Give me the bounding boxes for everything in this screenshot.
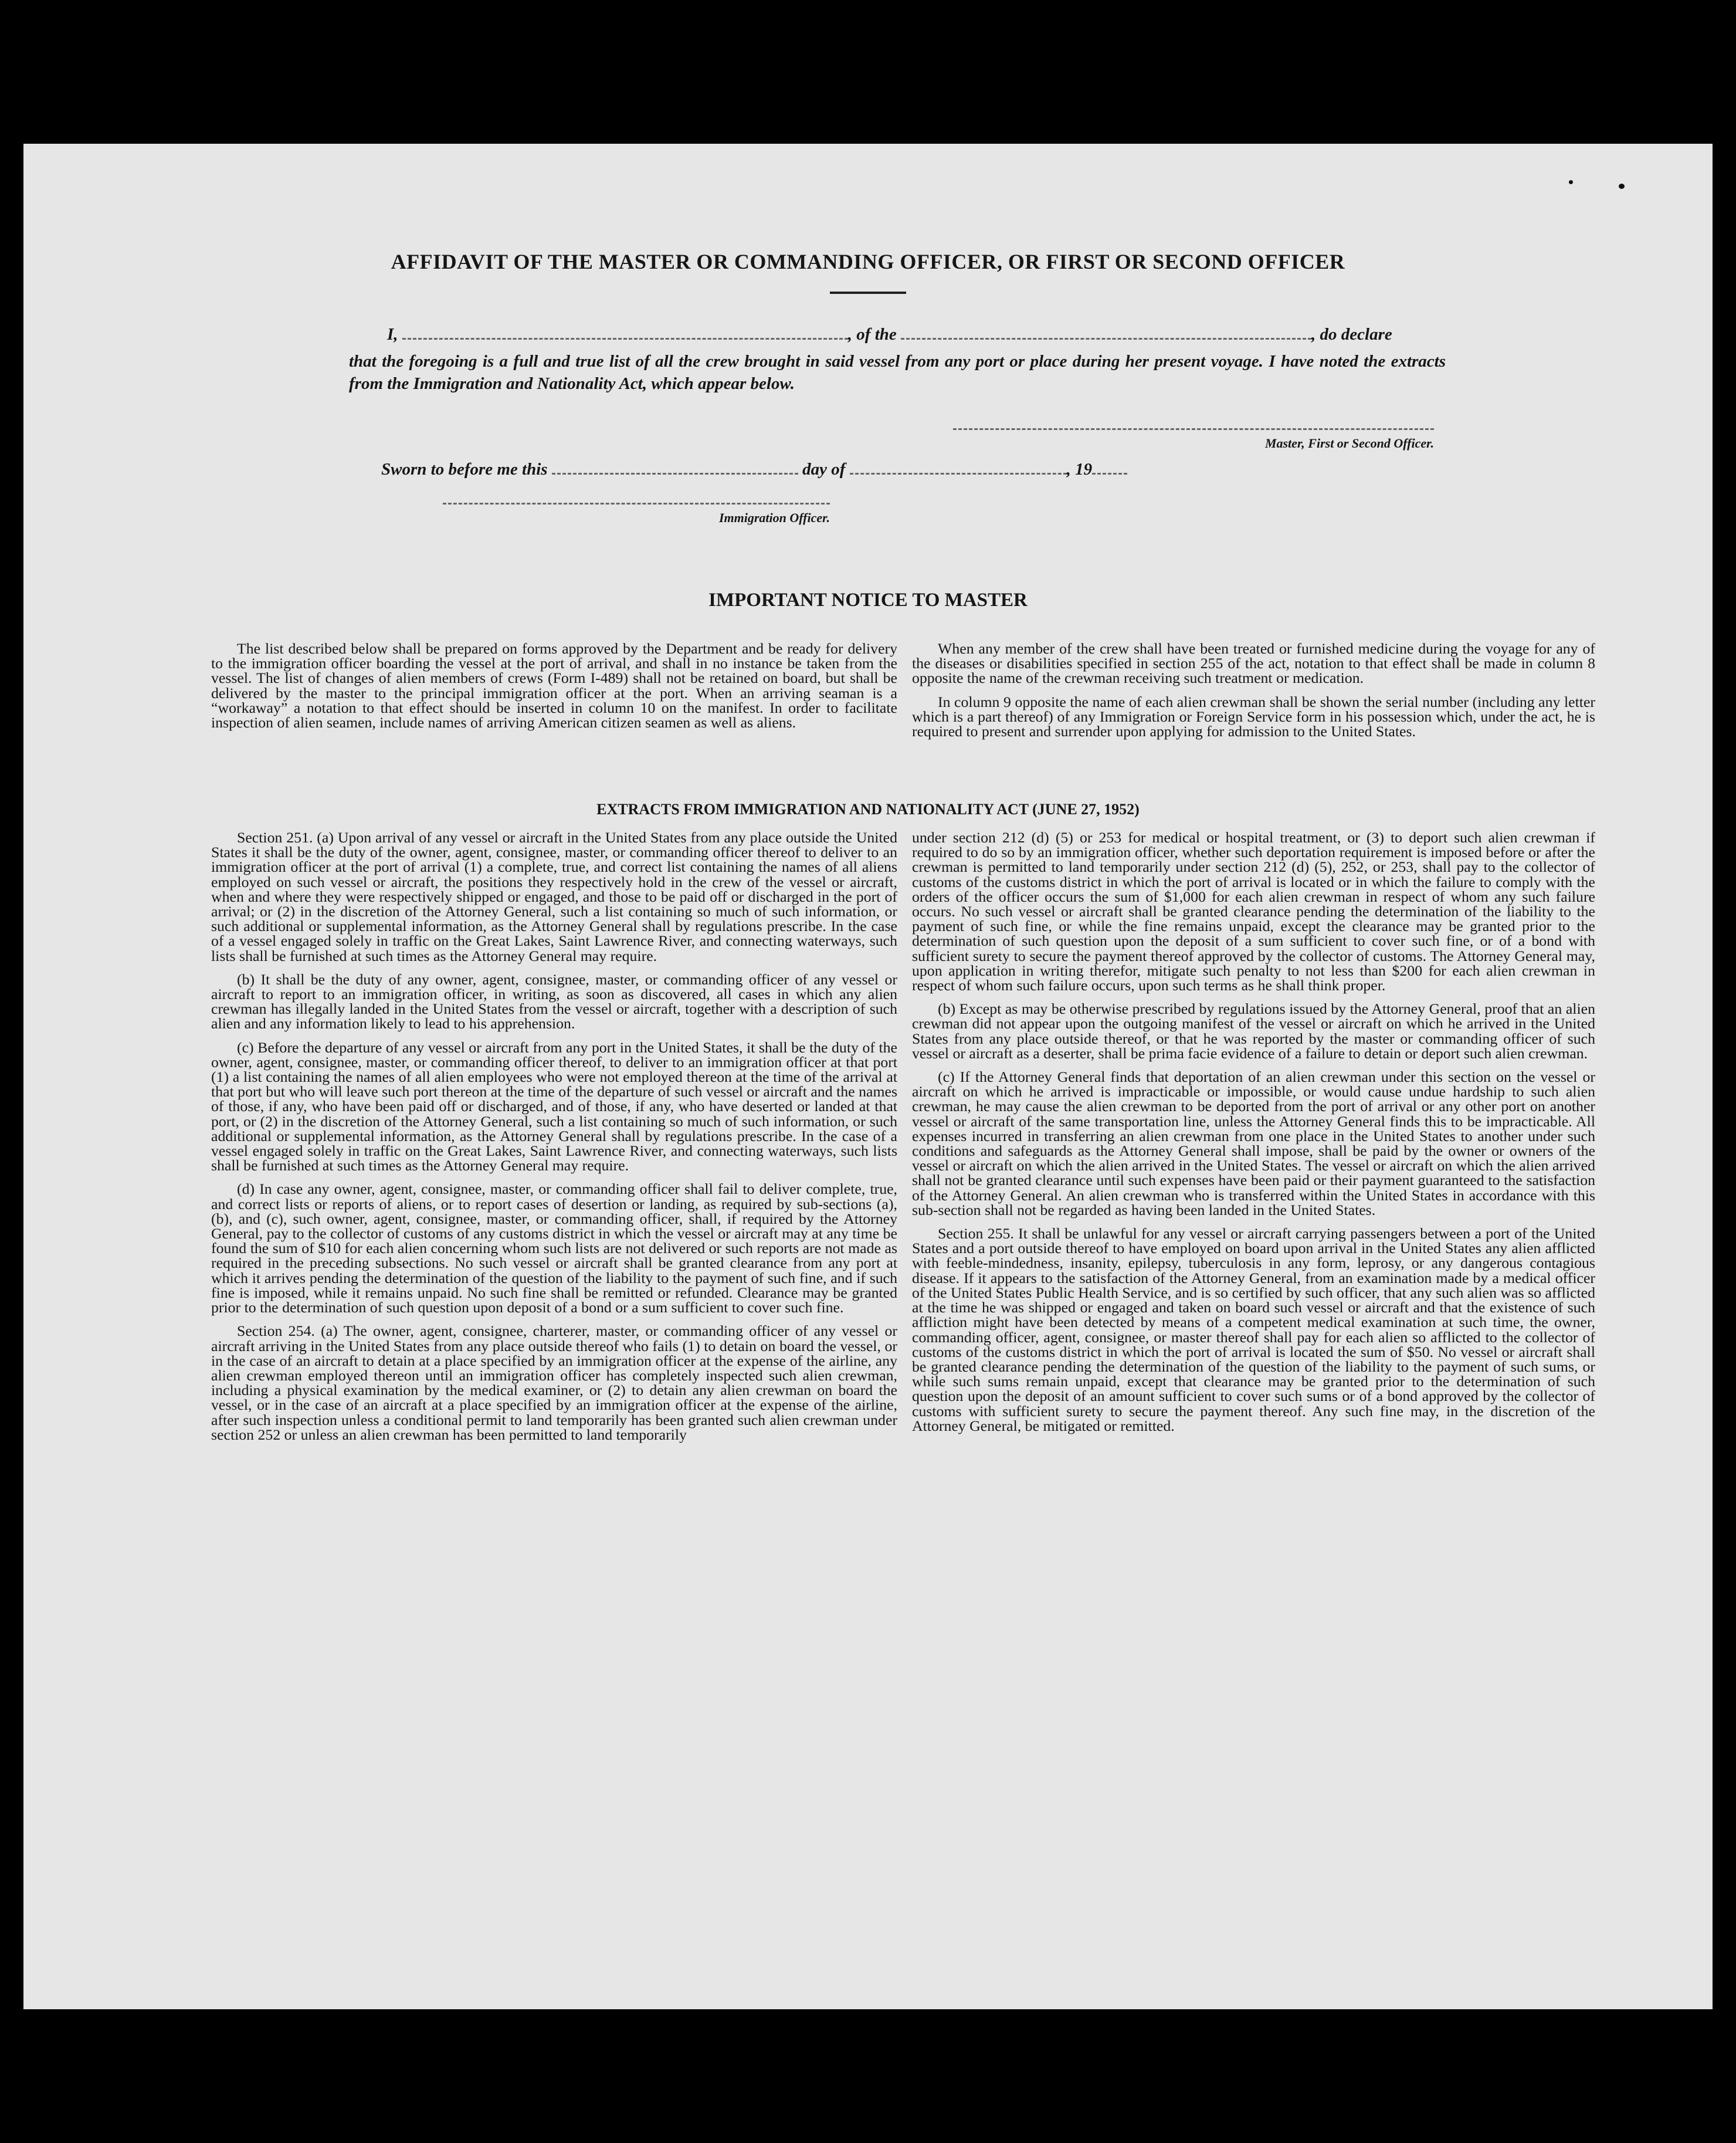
section-254b-paragraph: (b) Except as may be otherwise prescribed by regulations issued by the Attorney General, proof that an alien crewman did not appear upon the outgoing manifest of the vessel or aircraft on which he arrived in the United States from any place outside thereof, or that he was reported by the master or commanding officer of such vessel or aircraft as a deserter, shall be prima facie evidence of a failure to detain or deport such alien crewman. — [912, 1000, 1595, 1062]
sworn-month-field[interactable] — [850, 458, 1067, 475]
declaration-line — [387, 323, 1396, 344]
vessel-field[interactable] — [901, 323, 1311, 340]
sworn-day-field[interactable] — [552, 458, 798, 475]
of-the-label: , of the — [847, 325, 897, 344]
notice-title: IMPORTANT NOTICE TO MASTER — [708, 590, 1028, 611]
document-page — [23, 144, 1713, 2009]
year-prefix-label: , 19 — [1066, 460, 1093, 479]
affidavit-title: AFFIDAVIT OF THE MASTER OR COMMANDING OFFICER, OR FIRST OR SECOND OFFICER — [391, 250, 1345, 273]
sworn-label: Sworn to before me this — [381, 460, 548, 479]
title-underline-rule — [830, 292, 906, 294]
section-255-paragraph: Section 255. It shall be unlawful for any vessel or aircraft carrying passengers between a port of the United States and a port outside thereof to have employed on board upon arrival in the United States any alien afflicted with feeble-mindedness, insanity, epilepsy, tuberculosis in any form, leprosy, or any dangerous contagious disease. If it appears to the satisfaction of the Attorney General, from an examination made by a medical officer of the United States Public Health Service, and is so certified by such officer, that any such alien was so afflicted at the time he was shipped or engaged and taken on board such vessel or aircraft and that the existence of such affliction might have been detected by means of a competent medical examination at such time, the owner, commanding officer, agent, consignee, or master thereof shall pay for each alien so afflicted to the collector of customs of the customs district in which the port of arrival is located the sum of $50. No vessel or aircraft shall be granted clearance pending the determination of the question of the liability to the payment of such sums, or while such sums remain unpaid, except that clearance may be granted prior to the determination of such question upon the deposit of an amount sufficient to cover such sums or of a bond approved by the collector of customs with sufficient surety to secure the payment thereof. Any such fine may, in the discretion of the Attorney General, be mitigated or remitted. — [912, 1225, 1595, 1434]
i-label: I, — [387, 325, 398, 344]
ink-speck — [1569, 180, 1573, 184]
notice-left-column — [211, 641, 897, 739]
sworn-line — [381, 458, 1214, 479]
section-251a-paragraph: Section 251. (a) Upon arrival of any vessel or aircraft in the United States from any place outside the United States it shall be the duty of the owner, agent, consignee, master, or commanding officer thereof to deliver to an immigration officer at the port of arrival (1) a complete, true, and correct list containing the names of all aliens employed on such vessel or aircraft, the positions they respectively hold in the crew of the vessel or aircraft, when and where they were respectively shipped or engaged, and those to be paid off or discharged in the port of arrival; or (2) in the discretion of the Attorney General, such a list containing so much of such information, or such additional or supplemental information, as the Attorney General shall by regulations prescribe. In the case of a vessel engaged solely in traffic on the Great Lakes, Saint Lawrence River, and connecting waterways, such lists shall be furnished at such times as the Attorney General may require. — [211, 829, 897, 964]
section-254c-paragraph: (c) If the Attorney General finds that deportation of an alien crewman under this section on the vessel or aircraft on which he arrived is impracticable or impossible, or would cause undue hardship to such alien crewman, he may cause the alien crewman to be deported from the port of arrival or any other port on another vessel or aircraft of the same transportation line, unless the Attorney General finds this to be impracticable. All expenses incurred in transferring an alien crewman from one place in the United States to another under such conditions and safeguards as the Attorney General shall impose, shall be paid by the owner or owners of the vessel or aircraft on which the alien arrived in the United States. The vessel or aircraft on which the alien arrived shall not be granted clearance until such expenses have been paid or their payment guaranteed to the satisfaction of the Attorney General. An alien crewman who is transferred within the United States in accordance with this sub-section shall not be regarded as having been landed in the United States. — [912, 1068, 1595, 1218]
master-signature-field[interactable] — [953, 428, 1434, 430]
immigration-officer-caption: Immigration Officer. — [718, 510, 830, 525]
extracts-left-column — [211, 830, 897, 1451]
section-251c-paragraph: (c) Before the departure of any vessel or aircraft from any port in the United States, it shall be the duty of the owner, agent, consignee, master, or commanding officer thereof, to deliver to an immigration officer at that port (1) a list containing the names of all alien employees who were not employed thereon at the time of the arrival at that port but who will leave such port thereon at the time of the departure of such vessel or aircraft and the names of those, if any, who have been paid off or discharged, and of those, if any, who have deserted or landed at that port, or (2) in the discretion of the Attorney General, such a list containing so much of such information, or such additional or supplemental information, as the Attorney General shall by regulations prescribe. In the case of a vessel engaged solely in traffic on the Great Lakes, Saint Lawrence River, and connecting waterways, such lists shall be furnished at such times as the Attorney General may require. — [211, 1038, 897, 1174]
ink-speck — [1619, 184, 1625, 189]
section-254a-continued-paragraph: under section 212 (d) (5) or 253 for medical or hospital treatment, or (3) to deport such alien crewman if required to do so by an immigration officer, whether such deportation requirement is imposed before or after the crewman is permitted to land temporarily under section 212 (d) (5), 252, or 253, shall pay to the collector of customs of the customs district in which the port of arrival is located or in which the failure to comply with the orders of the officer occurs the sum of $1,000 for each alien crewman in respect of whom any such failure occurs. No such vessel or aircraft shall be granted clearance pending the determination of the liability to the payment of such fine, or while the fine remains unpaid, except the clearance may be granted prior to the determination of such question upon the deposit of a sum sufficient to cover such fine, or of a bond with sufficient surety to secure the payment thereof approved by the collector of customs. The Attorney General may, upon application in writing therefor, mitigate such penalty to not less than $200 for each alien crewman in respect of whom such failure occurs, upon such terms as he shall think proper. — [912, 829, 1595, 994]
section-254a-paragraph: Section 254. (a) The owner, agent, consignee, charterer, master, or commanding officer of any vessel or aircraft arriving in the United States from any place outside thereof who fails (1) to detain on board the vessel, or in the case of an aircraft to detain at a place specified by an immigration officer at the expense of the airline, any alien crewman employed thereon until an immigration officer has completely inspected such alien crewman, including a physical examination by the medical examiner, or (2) to detain any alien crewman on board the vessel, or in the case of an aircraft at a place specified by an immigration officer at the expense of the airline, after such inspection unless a conditional permit to land temporarily has been granted such alien crewman under section 252 or unless an alien crewman has been permitted to land temporarily — [211, 1322, 897, 1443]
extracts-title: EXTRACTS FROM IMMIGRATION AND NATIONALITY ACT (JUNE 27, 1952) — [596, 801, 1140, 818]
section-251b-paragraph: (b) It shall be the duty of any owner, agent, consignee, master, or commanding officer of any vessel or aircraft to report to an immigration officer, in writing, as soon as discovered, all cases in which any alien crewman has illegally landed in the United States from the vessel or aircraft, together with a description of such alien and any information likely to lead to his apprehension. — [211, 970, 897, 1032]
immigration-officer-signature-field[interactable] — [443, 503, 830, 505]
notice-paragraph: When any member of the crew shall have been treated or furnished medicine during the voyage for any of the diseases or disabilities specified in section 255 of the act, notation to that effect shall be made in column 8 opposite the name of the crewman receiving such treatment or medication. — [912, 640, 1595, 687]
notice-paragraph: The list described below shall be prepared on forms approved by the Department and be ready for delivery to the immigration officer boarding the vessel at the port of arrival, and shall in no instance be taken from the vessel. The list of changes of alien members of crews (Form I-489) shall not be retained on board, but shall be delivered by the master to the principal immigration officer at the port. When an arriving seaman is a “workaway” a notation to that effect should be inserted in column 10 on the manifest. In order to facilitate inspection of alien seamen, include names of arriving American citizen seamen as well as aliens. — [211, 640, 897, 732]
master-signature-caption: Master, First or Second Officer. — [1264, 436, 1434, 451]
declaration-text: that the foregoing is a full and true list of all the crew brought in said vessel from any port or place during her present voyage. I have noted the extracts from the Immigration and Nationality Act, which appear below. — [349, 352, 1446, 393]
do-declare-label: , do declare — [1311, 325, 1392, 344]
sworn-year-field[interactable] — [1092, 458, 1127, 475]
name-field[interactable] — [402, 323, 848, 340]
day-of-label: day of — [802, 460, 846, 479]
section-251d-paragraph: (d) In case any owner, agent, consignee, master, or commanding officer shall fail to deliver complete, true, and correct lists or reports of aliens, or to report cases of desertion or landing, as required by sub-sections (a), (b), and (c), such owner, agent, consignee, master, or commanding officer, shall, if required by the Attorney General, pay to the collector of customs of any customs district in which the vessel or aircraft may at any time be found the sum of $10 for each alien concerning whom such lists are not delivered or such reports are not made as required in the preceding subsections. No such vessel or aircraft shall be granted clearance from any port at which it arrives pending the determination of the question of the liability to the payment of such fine, and if such fine is imposed, while it remains unpaid. No such fine shall be remitted or refunded. Clearance may be granted prior to the determination of such question upon deposit of a bond or a sum sufficient to cover such fine. — [211, 1180, 897, 1316]
extracts-right-column — [912, 830, 1595, 1442]
notice-right-column — [912, 641, 1595, 747]
notice-paragraph: In column 9 opposite the name of each alien crewman shall be shown the serial number (including any letter which is a part thereof) of any Immigration or Foreign Service form in his possession which, under the act, he is required to present and surrender upon applying for admission to the United States. — [912, 693, 1595, 740]
